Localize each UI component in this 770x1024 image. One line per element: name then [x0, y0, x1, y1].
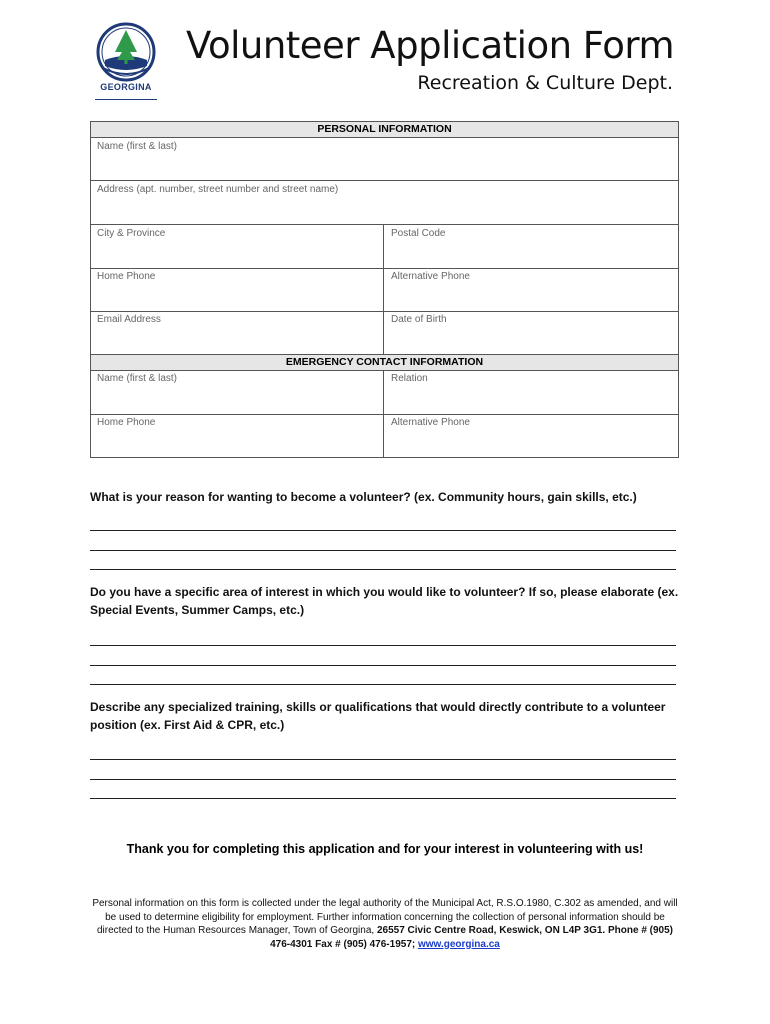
application-form-table — [90, 121, 679, 458]
answer-line[interactable] — [90, 798, 676, 799]
email-address-label: Email Address — [97, 314, 161, 325]
page-subtitle: Recreation & Culture Dept. — [417, 72, 673, 94]
answer-line[interactable] — [90, 665, 676, 666]
column-divider — [383, 371, 384, 457]
emergency-name-label: Name (first & last) — [97, 373, 178, 384]
personal-info-heading: PERSONAL INFORMATION — [91, 122, 678, 138]
contact-address: 26557 Civic Centre Road, Keswick, ON L4P 3G1. Phone # (905) 476-4301 Fax # (905) 476-1957; — [270, 925, 674, 950]
row-divider — [91, 311, 678, 312]
row-divider — [91, 414, 678, 415]
alternative-phone-label: Alternative Phone — [391, 271, 470, 282]
emergency-alternative-phone-label: Alternative Phone — [391, 417, 470, 428]
answer-line[interactable] — [90, 550, 676, 551]
answer-line[interactable] — [90, 779, 676, 780]
row-divider — [91, 268, 678, 269]
emergency-home-phone-label: Home Phone — [97, 417, 156, 428]
answer-line[interactable] — [90, 569, 676, 570]
logo-divider — [95, 99, 157, 100]
answer-line[interactable] — [90, 645, 676, 646]
answer-line[interactable] — [90, 759, 676, 760]
logo-wordmark: GEORGINA — [100, 82, 152, 92]
postal-code-label: Postal Code — [391, 228, 446, 239]
emergency-relation-label: Relation — [391, 373, 428, 384]
name-field-label: Name (first & last) — [97, 141, 178, 152]
emergency-contact-heading: EMERGENCY CONTACT INFORMATION — [91, 355, 678, 371]
row-divider — [91, 224, 678, 225]
answer-line[interactable] — [90, 530, 676, 531]
privacy-notice — [88, 897, 682, 951]
website-link[interactable]: www.georgina.ca — [418, 938, 500, 950]
question-specialized-training: Describe any specialized training, skills or qualifications that would directly contribute to a volunteer position (ex. First Aid & CPR, etc.) — [90, 700, 666, 732]
city-province-label: City & Province — [97, 228, 166, 239]
address-field-label: Address (apt. number, street number and street name) — [97, 184, 339, 195]
row-divider — [91, 180, 678, 181]
question-reason-to-volunteer: What is your reason for wanting to become a volunteer? (ex. Community hours, gain skills, etc.) — [90, 490, 637, 504]
privacy-notice-text: Personal information on this form is collected under the legal authority of the Municipal Act, R.S.O.1980, C.302 as amended, and will be used to determine eligibility for employment. Further information concerning the collection of personal information should be directed to the Human Resources Manager, Town of Georgina, — [92, 898, 678, 936]
date-of-birth-label: Date of Birth — [391, 314, 447, 325]
thank-you-message: Thank you for completing this application and for your interest in volunteering with us! — [126, 842, 644, 856]
column-divider — [383, 224, 384, 354]
answer-line[interactable] — [90, 684, 676, 685]
page-title: Volunteer Application Form — [186, 24, 674, 67]
home-phone-label: Home Phone — [97, 271, 156, 282]
question-area-of-interest: Do you have a specific area of interest in which you would like to volunteer? If so, please elaborate (ex. Special Events, Summer Camps, etc.) — [90, 585, 679, 617]
